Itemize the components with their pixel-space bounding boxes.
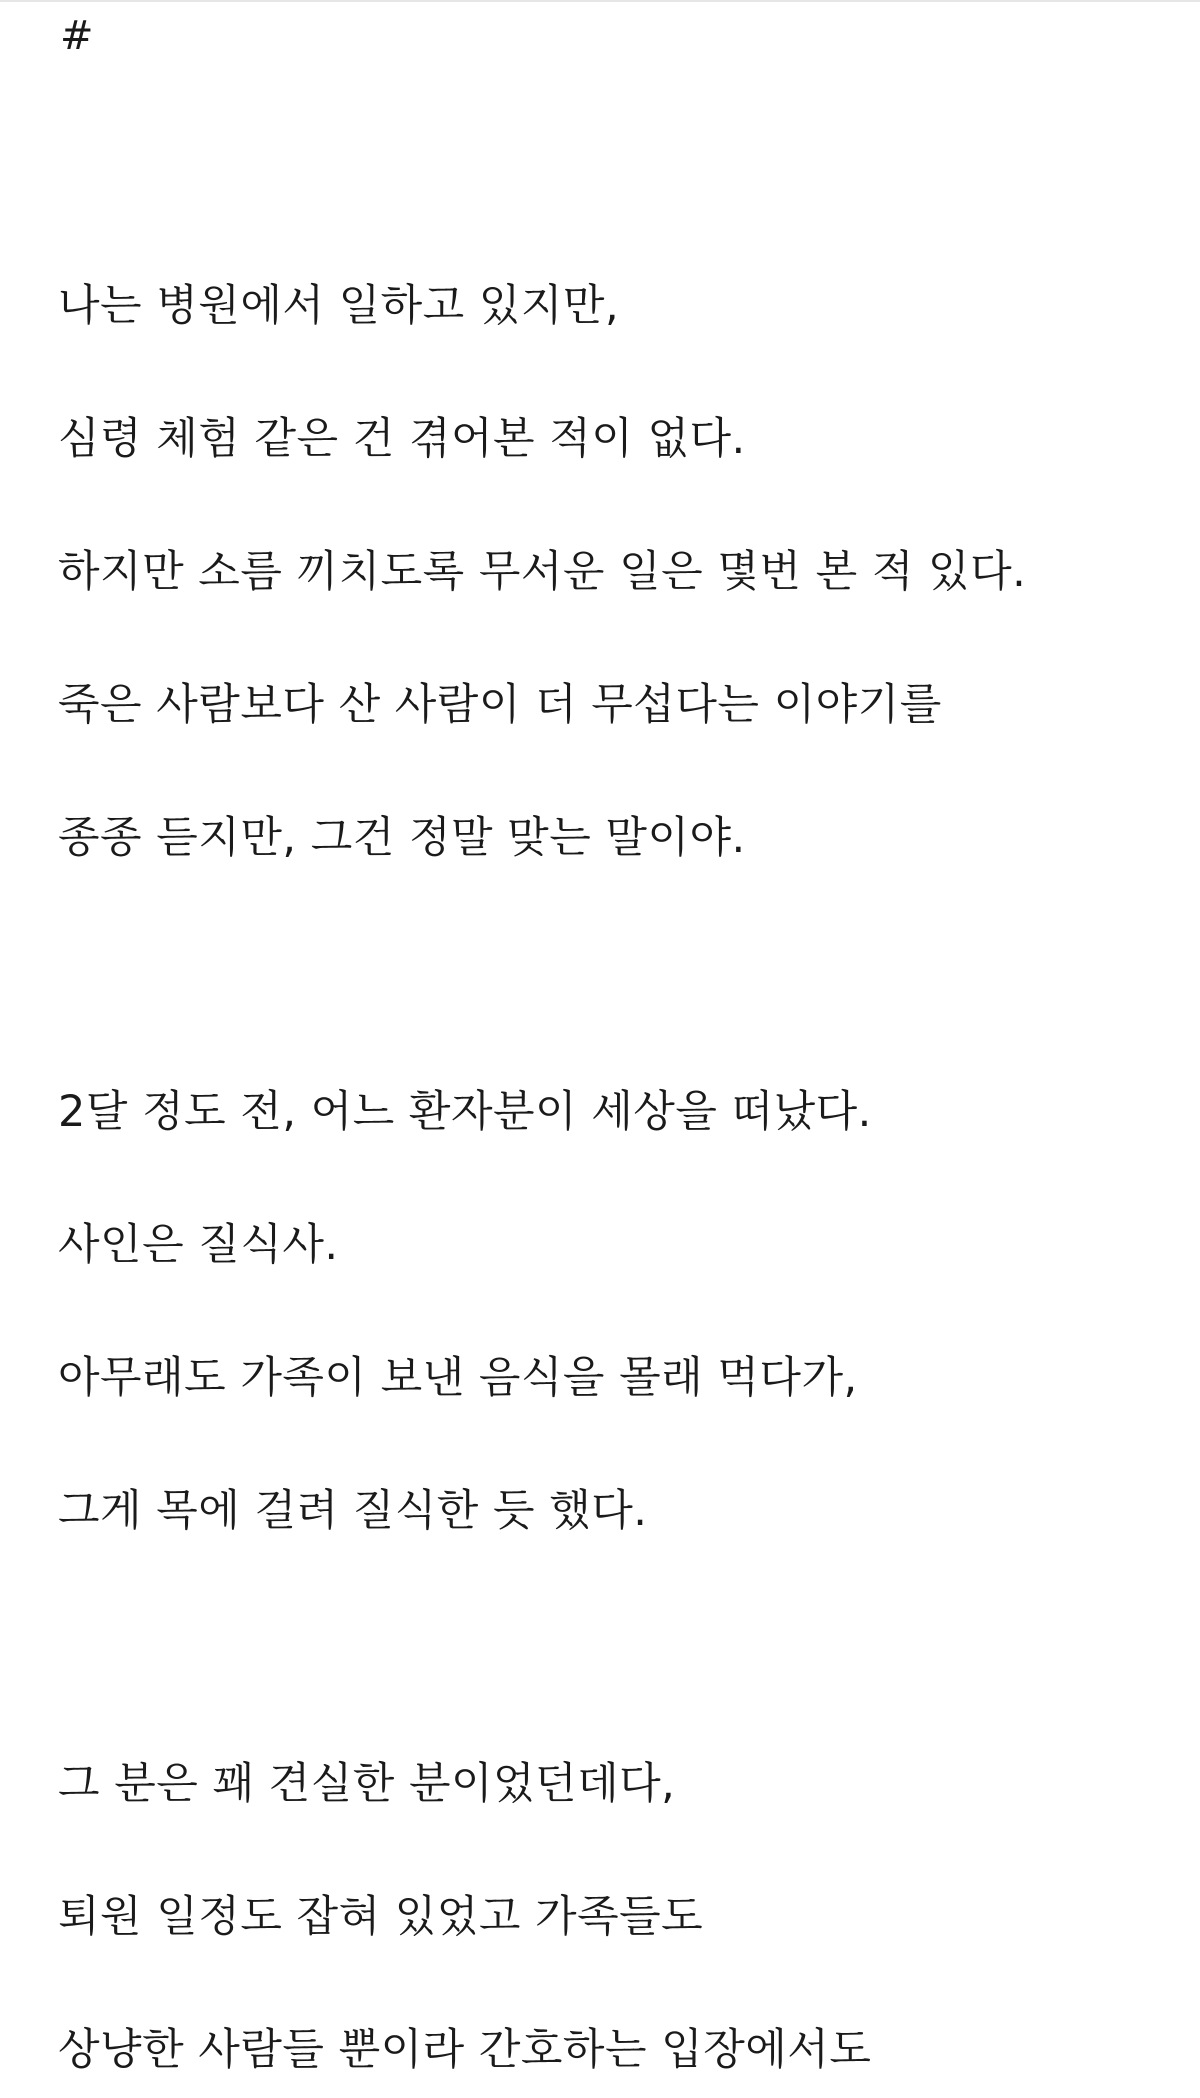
- text-line: 그게 목에 걸려 질식한 듯 했다.: [58, 1486, 648, 1536]
- text-line: 종종 듣지만, 그건 정말 맞는 말이야.: [58, 813, 746, 863]
- text-line: 상냥한 사람들 뿐이라 간호하는 입장에서도: [58, 2025, 872, 2075]
- text-line: 죽은 사람보다 산 사람이 더 무섭다는 이야기를: [58, 680, 942, 730]
- text-line: 2달 정도 전, 어느 환자분이 세상을 떠났다.: [58, 1087, 872, 1137]
- text-line: 심령 체험 같은 건 겪어본 적이 없다.: [58, 414, 746, 464]
- text-line: 하지만 소름 끼치도록 무서운 일은 몇번 본 적 있다.: [58, 547, 1027, 597]
- top-divider: [0, 0, 1200, 2]
- text-line: 그 분은 꽤 견실한 분이었던데다,: [58, 1759, 676, 1809]
- text-line: 아무래도 가족이 보낸 음식을 몰래 먹다가,: [58, 1353, 858, 1403]
- text-line: 나는 병원에서 일하고 있지만,: [58, 281, 620, 331]
- text-line: 사인은 질식사.: [58, 1220, 339, 1270]
- text-line: 퇴원 일정도 잡혀 있었고 가족들도: [58, 1892, 704, 1942]
- heading-marker: #: [60, 13, 94, 59]
